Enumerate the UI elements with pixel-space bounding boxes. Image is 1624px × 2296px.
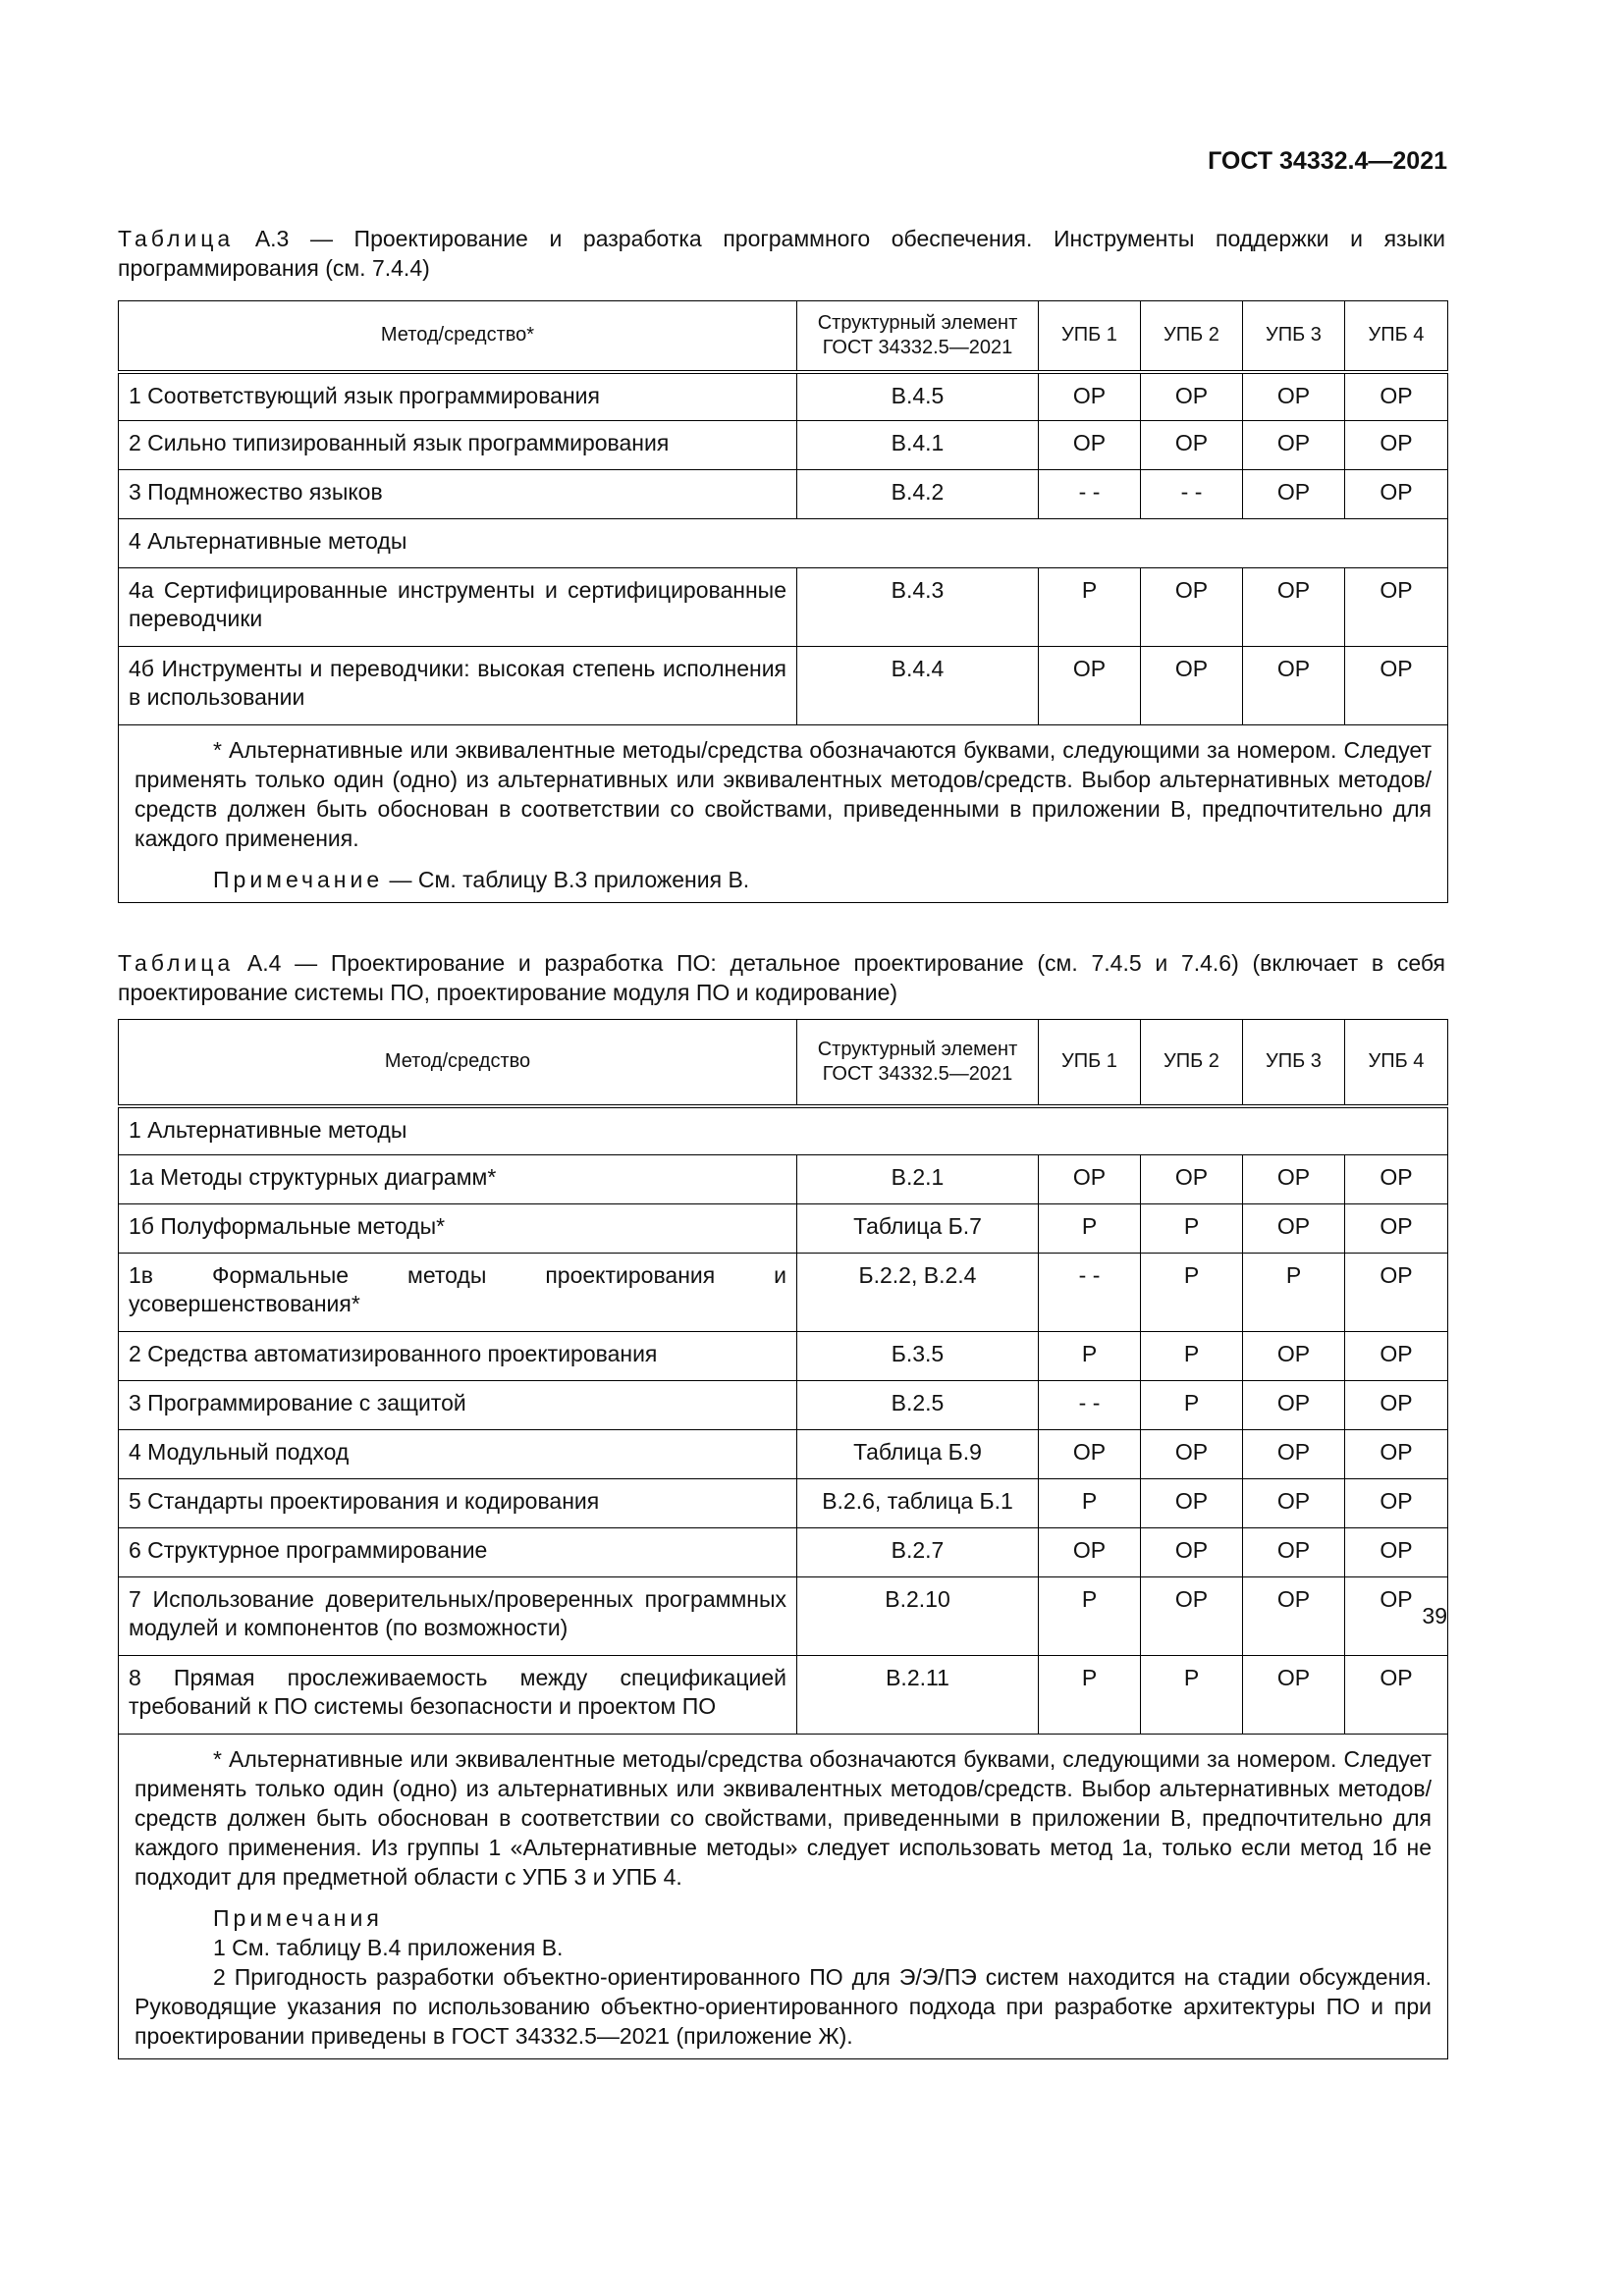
table-row xyxy=(119,1254,1448,1332)
upb3-cell: ОР xyxy=(1243,1479,1345,1528)
upb4-cell: ОР xyxy=(1345,1204,1448,1254)
element-cell: В.2.6, таблица Б.1 xyxy=(797,1479,1039,1528)
upb1-cell: Р xyxy=(1039,1479,1141,1528)
upb4-cell: ОР xyxy=(1345,1577,1448,1656)
table-a3-footnote: * Альтернативные или эквивалентные методы/средства обозначаются буквами, следующими за номером. Следует применять только один (одно) из альтернативных или эквивалентных методов/средств. Выбор альтернативных методов/средств должен быть обоснован в соответствии со свойствами, приведенными в приложении В, предпочтительно для каждого применения. xyxy=(135,737,1432,851)
table-row xyxy=(119,372,1448,421)
table-footnote-row xyxy=(119,725,1448,903)
method-cell: 6 Структурное программирование xyxy=(119,1528,797,1577)
table-row xyxy=(119,647,1448,725)
method-cell: 4 Модульный подход xyxy=(119,1430,797,1479)
element-cell: Б.2.2, В.2.4 xyxy=(797,1254,1039,1332)
upb3-cell: ОР xyxy=(1243,372,1345,421)
upb3-cell: ОР xyxy=(1243,1528,1345,1577)
element-cell: Таблица Б.7 xyxy=(797,1204,1039,1254)
method-cell: 4б Инструменты и переводчики: высокая степень исполнения в использовании xyxy=(119,647,797,725)
table-row xyxy=(119,470,1448,519)
method-cell: 3 Программирование с защитой xyxy=(119,1381,797,1430)
method-cell: 2 Сильно типизированный язык программирования xyxy=(119,421,797,470)
element-cell: В.2.1 xyxy=(797,1155,1039,1204)
table-row xyxy=(119,568,1448,647)
element-cell: В.2.7 xyxy=(797,1528,1039,1577)
table-a3-footnote-cell xyxy=(119,725,1448,903)
method-cell: 4а Сертифицированные инструменты и сертифицированные переводчики xyxy=(119,568,797,647)
element-cell: В.2.11 xyxy=(797,1656,1039,1735)
method-cell: 7 Использование доверительных/проверенных программных модулей и компонентов (по возможности) xyxy=(119,1577,797,1656)
upb3-cell: ОР xyxy=(1243,1381,1345,1430)
table-a3 xyxy=(118,300,1448,903)
table-a3-header-upb4: УПБ 4 xyxy=(1345,301,1448,372)
method-cell: 2 Средства автоматизированного проектирования xyxy=(119,1332,797,1381)
table-a3-header-upb1: УПБ 1 xyxy=(1039,301,1141,372)
element-cell: В.2.5 xyxy=(797,1381,1039,1430)
method-cell: 8 Прямая прослеживаемость между спецификацией требований к ПО системы безопасности и проектом ПО xyxy=(119,1656,797,1735)
table-row xyxy=(119,1656,1448,1735)
table-a3-note xyxy=(135,865,1432,894)
table-a4-footnote-cell xyxy=(119,1735,1448,2059)
method-cell: 1в Формальные методы проектирования и усовершенствования* xyxy=(119,1254,797,1332)
upb1-cell: Р xyxy=(1039,1656,1141,1735)
upb4-cell: ОР xyxy=(1345,470,1448,519)
table-a3-header-upb2: УПБ 2 xyxy=(1141,301,1243,372)
method-cell: 3 Подмножество языков xyxy=(119,470,797,519)
element-cell: В.2.10 xyxy=(797,1577,1039,1656)
method-cell: 1 Соответствующий язык программирования xyxy=(119,372,797,421)
upb4-cell: ОР xyxy=(1345,1254,1448,1332)
element-cell: В.4.2 xyxy=(797,470,1039,519)
upb3-cell: Р xyxy=(1243,1254,1345,1332)
upb2-cell: ОР xyxy=(1141,1430,1243,1479)
upb4-cell: ОР xyxy=(1345,1430,1448,1479)
upb2-cell: Р xyxy=(1141,1204,1243,1254)
upb3-cell: ОР xyxy=(1243,647,1345,725)
page-number: 39 xyxy=(1422,1603,1447,1629)
upb3-cell: ОР xyxy=(1243,1204,1345,1254)
upb2-cell: ОР xyxy=(1141,568,1243,647)
upb2-cell: ОР xyxy=(1141,647,1243,725)
table-a4-header-row xyxy=(119,1020,1448,1106)
upb1-cell: - - xyxy=(1039,470,1141,519)
method-cell: 5 Стандарты проектирования и кодирования xyxy=(119,1479,797,1528)
table-a4-caption-label: Таблица xyxy=(118,950,235,976)
upb4-cell: ОР xyxy=(1345,1656,1448,1735)
upb2-cell: Р xyxy=(1141,1254,1243,1332)
table-a3-note-text: — См. таблицу В.3 приложения В. xyxy=(383,867,750,892)
element-cell: В.4.1 xyxy=(797,421,1039,470)
table-row xyxy=(119,421,1448,470)
table-row xyxy=(119,1577,1448,1656)
element-cell: Таблица Б.9 xyxy=(797,1430,1039,1479)
upb3-cell: ОР xyxy=(1243,421,1345,470)
element-cell: В.4.5 xyxy=(797,372,1039,421)
table-a4-caption-text: А.4 — Проектирование и разработка ПО: детальное проектирование (см. 7.4.5 и 7.4.6) (включает в себя проектирование системы ПО, проектирование модуля ПО и кодирование) xyxy=(118,950,1446,1005)
upb4-cell: ОР xyxy=(1345,647,1448,725)
table-a3-caption-text: А.3 — Проектирование и разработка программного обеспечения. Инструменты поддержки и языки программирования (см. 7.4.4) xyxy=(118,226,1446,281)
upb4-cell: ОР xyxy=(1345,1155,1448,1204)
table-a4-header-upb2: УПБ 2 xyxy=(1141,1020,1243,1106)
element-cell: В.4.3 xyxy=(797,568,1039,647)
table-a4-header-upb3: УПБ 3 xyxy=(1243,1020,1345,1106)
upb2-cell: Р xyxy=(1141,1381,1243,1430)
table-row xyxy=(119,1430,1448,1479)
table-a3-header-upb3: УПБ 3 xyxy=(1243,301,1345,372)
upb2-cell: ОР xyxy=(1141,421,1243,470)
upb2-cell: - - xyxy=(1141,470,1243,519)
upb4-cell: ОР xyxy=(1345,1332,1448,1381)
upb4-cell: ОР xyxy=(1345,372,1448,421)
table-a4-notes-label: Примечания xyxy=(213,1905,383,1931)
table-a3-header-method: Метод/средство* xyxy=(119,301,797,372)
upb1-cell: ОР xyxy=(1039,1430,1141,1479)
upb4-cell: ОР xyxy=(1345,1381,1448,1430)
upb2-cell: ОР xyxy=(1141,372,1243,421)
element-cell: Б.3.5 xyxy=(797,1332,1039,1381)
table-a4-caption xyxy=(118,948,1445,1007)
group-cell: 1 Альтернативные методы xyxy=(119,1106,1448,1155)
upb1-cell: ОР xyxy=(1039,372,1141,421)
group-cell: 4 Альтернативные методы xyxy=(119,519,1448,568)
upb1-cell: ОР xyxy=(1039,1155,1141,1204)
table-a3-header-row xyxy=(119,301,1448,372)
table-group-row xyxy=(119,1106,1448,1155)
table-a4-header-upb4: УПБ 4 xyxy=(1345,1020,1448,1106)
upb4-cell: ОР xyxy=(1345,1479,1448,1528)
table-group-row xyxy=(119,519,1448,568)
upb1-cell: ОР xyxy=(1039,647,1141,725)
table-row xyxy=(119,1528,1448,1577)
upb1-cell: ОР xyxy=(1039,421,1141,470)
upb4-cell: ОР xyxy=(1345,568,1448,647)
upb4-cell: ОР xyxy=(1345,1528,1448,1577)
upb4-cell: ОР xyxy=(1345,421,1448,470)
table-footnote-row xyxy=(119,1735,1448,2059)
upb1-cell: Р xyxy=(1039,1577,1141,1656)
upb2-cell: ОР xyxy=(1141,1528,1243,1577)
table-a4-note-2: 2 Пригодность разработки объектно-ориентированного ПО для Э/Э/ПЭ систем находится на стадии обсуждения. Руководящие указания по использованию объектно-ориентированного подхода при разработке архитектуры ПО и при проектировании приведены в ГОСТ 34332.5—2021 (приложение Ж). xyxy=(135,1964,1432,2049)
upb3-cell: ОР xyxy=(1243,568,1345,647)
table-a4-header-method: Метод/средство xyxy=(119,1020,797,1106)
table-a4-footnote: * Альтернативные или эквивалентные методы/средства обозначаются буквами, следующими за номером. Следует применять только один (одно) из альтернативных или эквивалентных методов/средств. Выбор альтернативных методов/средств должен быть обоснован в соответствии со свойствами, приведенными в приложении В, предпочтительно для каждого применения. Из группы 1 «Альтернативные методы» следует использовать метод 1а, только если метод 1б не подходит для предметной области с УПБ 3 и УПБ 4. xyxy=(135,1746,1432,1890)
table-row xyxy=(119,1204,1448,1254)
table-a3-header-element: Структурный элемент ГОСТ 34332.5—2021 xyxy=(797,301,1039,372)
upb3-cell: ОР xyxy=(1243,1577,1345,1656)
upb3-cell: ОР xyxy=(1243,1332,1345,1381)
method-cell: 1а Методы структурных диаграмм* xyxy=(119,1155,797,1204)
upb1-cell: Р xyxy=(1039,568,1141,647)
upb1-cell: ОР xyxy=(1039,1528,1141,1577)
method-cell: 1б Полуформальные методы* xyxy=(119,1204,797,1254)
document-id: ГОСТ 34332.4—2021 xyxy=(1208,147,1447,175)
upb3-cell: ОР xyxy=(1243,1155,1345,1204)
table-a4-header-upb1: УПБ 1 xyxy=(1039,1020,1141,1106)
upb2-cell: Р xyxy=(1141,1656,1243,1735)
upb1-cell: Р xyxy=(1039,1204,1141,1254)
table-row xyxy=(119,1381,1448,1430)
upb2-cell: ОР xyxy=(1141,1155,1243,1204)
table-row xyxy=(119,1479,1448,1528)
upb2-cell: Р xyxy=(1141,1332,1243,1381)
table-a3-caption xyxy=(118,224,1445,283)
table-row xyxy=(119,1155,1448,1204)
upb3-cell: ОР xyxy=(1243,1656,1345,1735)
upb2-cell: ОР xyxy=(1141,1479,1243,1528)
table-a3-note-label: Примечание xyxy=(213,867,384,892)
upb1-cell: Р xyxy=(1039,1332,1141,1381)
element-cell: В.4.4 xyxy=(797,647,1039,725)
upb1-cell: - - xyxy=(1039,1254,1141,1332)
table-a3-caption-label: Таблица xyxy=(118,226,235,251)
upb1-cell: - - xyxy=(1039,1381,1141,1430)
table-row xyxy=(119,1332,1448,1381)
upb2-cell: ОР xyxy=(1141,1577,1243,1656)
upb3-cell: ОР xyxy=(1243,1430,1345,1479)
upb3-cell: ОР xyxy=(1243,470,1345,519)
table-a4 xyxy=(118,1019,1448,2059)
table-a4-note-1: 1 См. таблицу В.4 приложения В. xyxy=(213,1935,564,1960)
table-a4-header-element: Структурный элемент ГОСТ 34332.5—2021 xyxy=(797,1020,1039,1106)
